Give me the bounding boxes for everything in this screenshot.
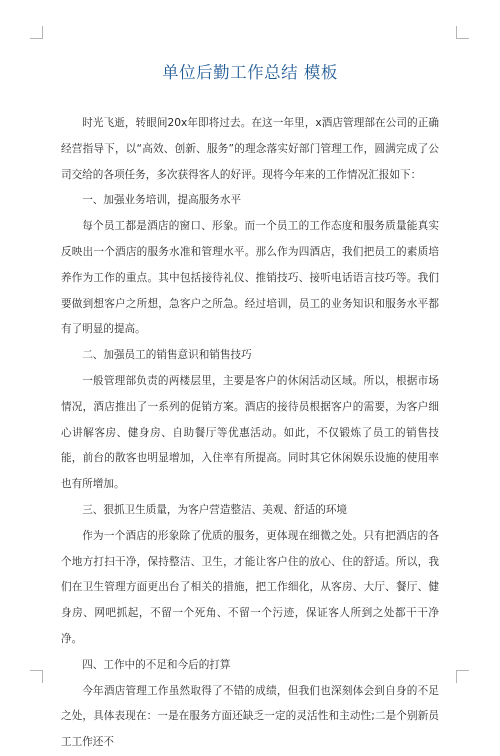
crop-mark-top-right (456, 26, 469, 39)
crop-mark-bottom-right (456, 670, 469, 683)
section-heading-3: 三、狠抓卫生质量，为客户营造整洁、美观、舒适的环境 (82, 503, 348, 516)
section-paragraph-3: 作为一个酒店的形象除了优质的服务，更体现在细微之处。只有把酒店的各个地方打扫干净，保持整洁、卫生，才能让客户住的放心、住的舒适。所以，我们在卫生管理方面更出台了相关的措施，把工作细化，从客房、大厅、餐厅、健身房、网吧抓起，不留一个死角、不留一个污迹，保证客人所到之处都干干净净。 (61, 529, 439, 645)
section-paragraph-4: 今年酒店管理工作虽然取得了不错的成绩，但我们也深刻体会到自身的不足之处，具体表现在：一是在服务方面还缺乏一定的灵活性和主动性;二是个别新员工工作还不 (61, 684, 439, 749)
section-heading-2: 二、加强员工的销售意识和销售技巧 (82, 349, 252, 362)
document-body (61, 111, 439, 756)
crop-mark-bottom-left (30, 670, 43, 683)
section-heading-1: 一、加强业务培训，提高服务水平 (82, 194, 242, 207)
section-paragraph-1: 每个员工都是酒店的窗口、形象。而一个员工的工作态度和服务质量能真实反映出一个酒店的服务水准和管理水平。那么作为四酒店，我们把员工的素质培养作为工作的重点。其中包括接待礼仪、推销技巧、接听电话语言技巧等。我们要做到想客户之所想，急客户之所急。经过培训，员工的业务知识和服务水平都有了明显的提高。 (61, 220, 439, 336)
document-title: 单位后勤工作总结 模板 (162, 63, 338, 82)
crop-mark-top-left (30, 26, 43, 39)
section-heading-4: 四、工作中的不足和今后的打算 (82, 658, 231, 671)
section-paragraph-2: 一般管理部负责的两楼层里，主要是客户的休闲活动区域。所以，根据市场情况，酒店推出了一系列的促销方案。酒店的接待员根据客户的需要，为客户细心讲解客房、健身房、自助餐厅等优惠活动。如此，不仅锻炼了员工的销售技能，前台的散客也明显增加，入住率有所提高。同时其它休闲娱乐设施的使用率也有所增加。 (61, 374, 439, 491)
intro-paragraph: 时光飞逝，转眼间20x年即将过去。在这一年里，x酒店管理部在公司的正确经营指导下，以“高效、创新、服务”的理念落实好部门管理工作，圆满完成了公司交给的各项任务，多次获得客人的好评。现将今年来的工作情况汇报如下： (61, 117, 439, 181)
